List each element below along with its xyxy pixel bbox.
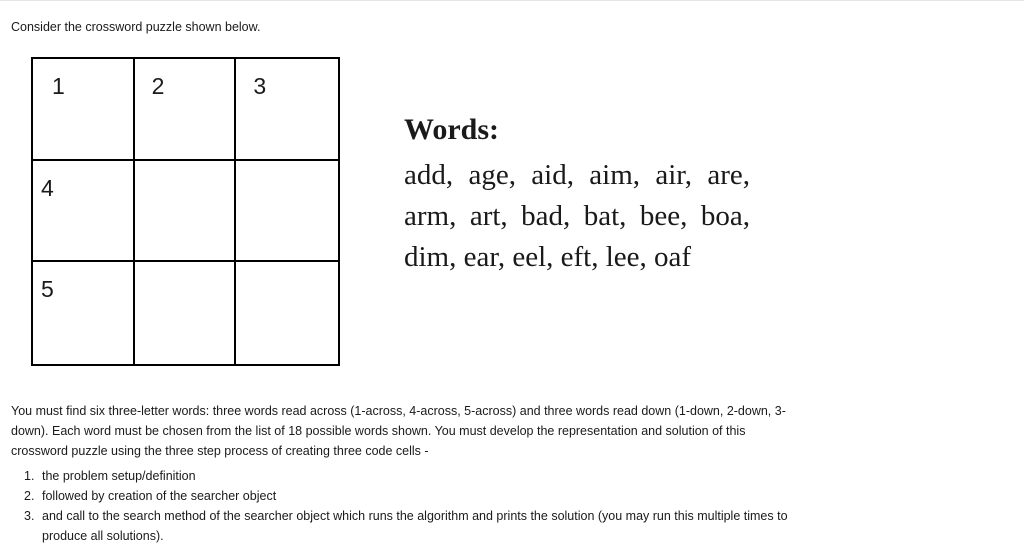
list-item-text: the problem setup/definition bbox=[42, 469, 196, 483]
clue-number: 3 bbox=[253, 73, 267, 99]
crossword-cell bbox=[135, 161, 237, 263]
crossword-cell bbox=[236, 59, 338, 161]
list-item bbox=[24, 506, 804, 546]
list-number: 3. bbox=[24, 509, 35, 523]
list-number: 2. bbox=[24, 489, 35, 503]
list-item-text: and call to the search method of the searcher object which runs the algorithm and prints the solution (you may run this multiple times to produce all solutions). bbox=[42, 509, 788, 543]
intro-text: Consider the crossword puzzle shown below. bbox=[11, 20, 261, 34]
words-list: add, age, aid, aim, air, are, arm, art, bad, bat, bee, boa, dim, ear, eel, eft, lee, oaf bbox=[404, 159, 750, 273]
crossword-cell bbox=[33, 59, 135, 161]
crossword-cell bbox=[33, 262, 135, 364]
clue-number: 1 bbox=[52, 73, 65, 99]
clue-number: 5 bbox=[41, 276, 54, 303]
steps-list bbox=[24, 466, 804, 546]
clue-number: 4 bbox=[41, 174, 54, 201]
list-item bbox=[24, 466, 804, 486]
instructions-paragraph: You must find six three-letter words: three words read across (1-across, 4-across, 5-across) and three words read down (1-down, 2-down, 3-down). Each word must be chosen from the list of 18 possible words shown. You must develop the representation and solution of this crossword puzzle using the three step process of creating three code cells - bbox=[11, 404, 786, 458]
top-divider bbox=[0, 0, 1024, 1]
crossword-cell bbox=[135, 262, 237, 364]
crossword-cell bbox=[135, 59, 237, 161]
list-item-text: followed by creation of the searcher object bbox=[42, 489, 277, 503]
crossword-cell bbox=[236, 262, 338, 364]
list-number: 1. bbox=[24, 469, 35, 483]
words-heading: Words: bbox=[404, 113, 500, 146]
crossword-cell bbox=[236, 161, 338, 263]
clue-number: 2 bbox=[151, 73, 165, 99]
crossword-cell bbox=[33, 161, 135, 263]
list-item bbox=[24, 486, 804, 506]
crossword-grid bbox=[31, 57, 340, 366]
